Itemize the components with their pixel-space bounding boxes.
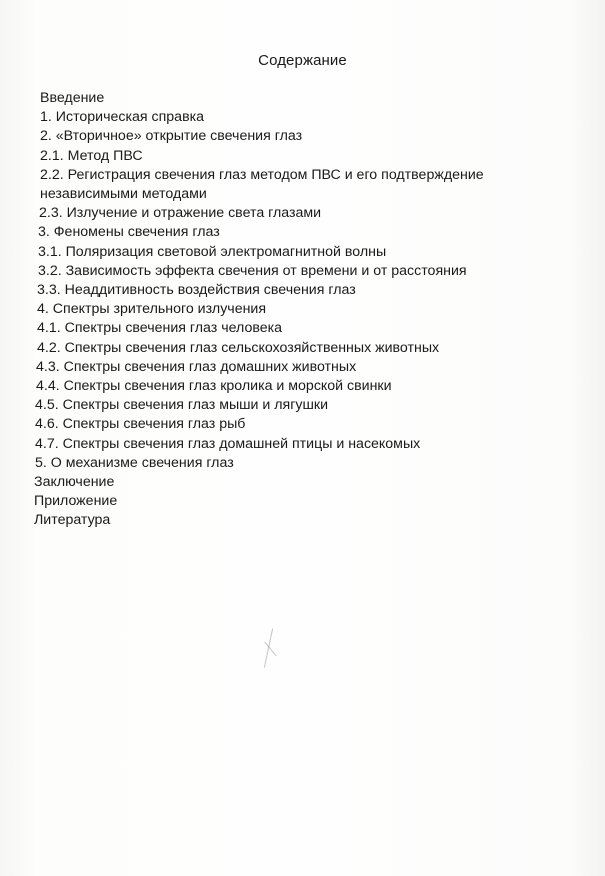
toc-item-3-1: 3.1. Поляризация световой электромагнитной волны: [38, 243, 387, 260]
toc-item-appendix: Приложение: [34, 493, 118, 510]
toc-item-4-1: 4.1. Спектры свечения глаз человека: [37, 320, 283, 337]
toc-item-2-2-line-2: независимыми методами: [40, 186, 207, 203]
toc-item-2-3: 2.3. Излучение и отражение света глазами: [39, 205, 322, 222]
toc-item-5: 5. О механизме свечения глаз: [35, 454, 234, 471]
toc-item-4-5: 4.5. Спектры свечения глаз мыши и лягушки: [35, 397, 329, 414]
toc-item-4-4: 4.4. Спектры свечения глаз кролика и морской свинки: [36, 378, 392, 395]
toc-item-2: 2. «Вторичное» открытие свечения глаз: [40, 128, 303, 145]
toc-item-4-3: 4.3. Спектры свечения глаз домашних животных: [36, 358, 357, 375]
toc-item-conclusion: Заключение: [34, 474, 115, 491]
page-title: Содержание: [258, 52, 347, 69]
toc-item-4-6: 4.6. Спектры свечения глаз рыб: [35, 416, 246, 433]
toc-item-4-7: 4.7. Спектры свечения глаз домашней птицы и насекомых: [35, 435, 421, 452]
toc-item-introduction: Введение: [40, 90, 105, 106]
toc-item-3-2: 3.2. Зависимость эффекта свечения от времени и от расстояния: [38, 262, 467, 279]
toc-item-2-2: [0, 166, 567, 204]
toc-item-2-2-line-1: 2.2. Регистрация свечения глаз методом ПВС и его подтверждение: [40, 166, 484, 183]
toc-item-3-3: 3.3. Неаддитивность воздействия свечения глаз: [37, 282, 356, 299]
table-of-contents: [0, 89, 605, 531]
toc-item-literature: Литература: [34, 512, 111, 529]
toc-item-4-2: 4.2. Спектры свечения глаз сельскохозяйственных животных: [37, 339, 440, 356]
toc-item-3: 3. Феномены свечения глаз: [38, 224, 220, 241]
toc-item-1: 1. Историческая справка: [40, 109, 205, 126]
toc-item-4: 4. Спектры зрительного излучения: [37, 301, 267, 318]
toc-item-2-1: 2.1. Метод ПВС: [40, 147, 143, 164]
